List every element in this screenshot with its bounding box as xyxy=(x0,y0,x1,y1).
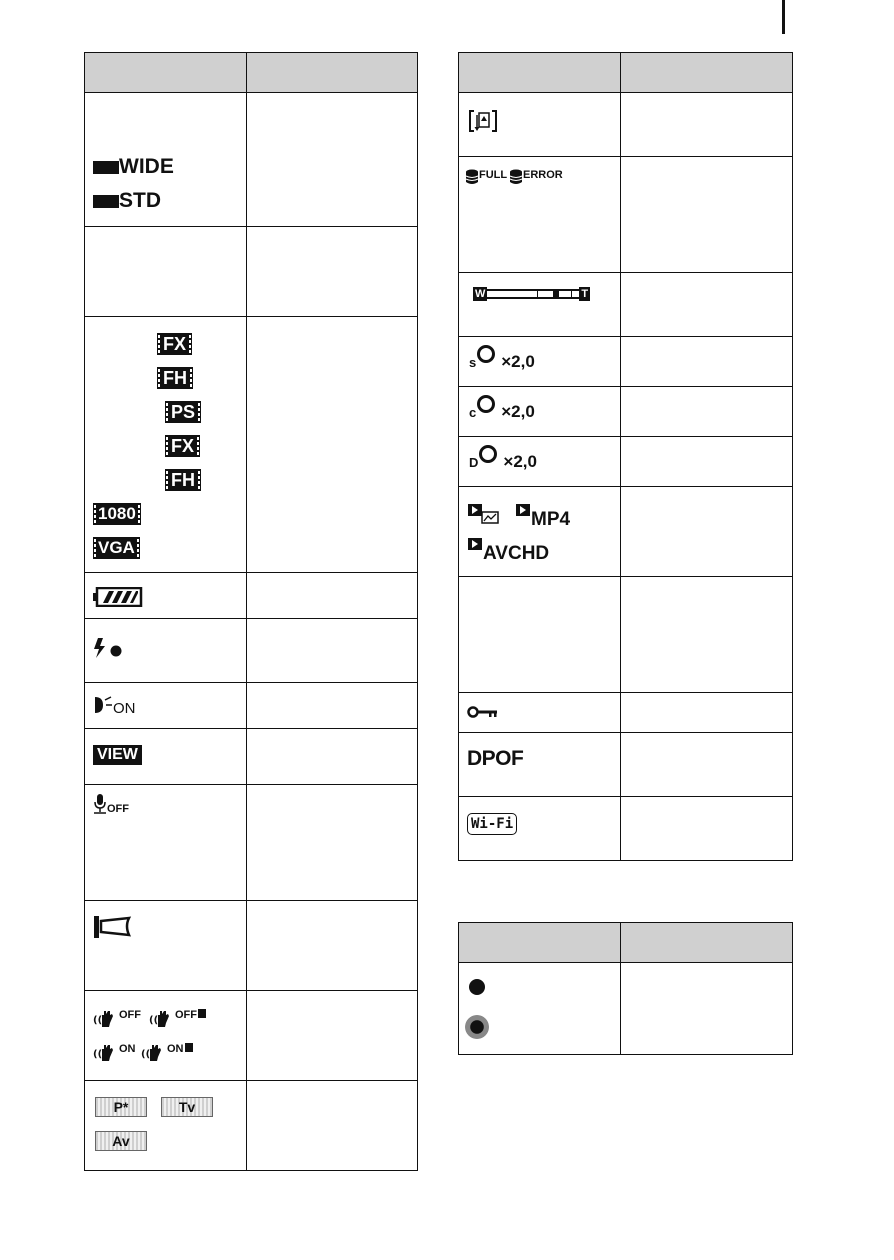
table-row xyxy=(85,785,418,901)
movie-fx-60p-icon: FX xyxy=(165,435,200,457)
right-icon-table xyxy=(458,52,793,861)
play-frame-icon xyxy=(467,537,483,551)
table-row xyxy=(459,337,793,387)
steadyshot-on-warning-icon: (( ON xyxy=(141,1043,193,1063)
warning-icon xyxy=(185,1043,193,1052)
movie-1080-icon: 1080 xyxy=(93,503,141,525)
clear-image-zoom-icon: c ×2,0 xyxy=(469,399,535,422)
svg-text:((: (( xyxy=(149,1015,159,1026)
table-row xyxy=(85,729,418,785)
table-row xyxy=(85,683,418,729)
table-row xyxy=(459,693,793,733)
table-row xyxy=(459,797,793,861)
table-row xyxy=(459,733,793,797)
movie-fh-60i-icon: FH xyxy=(165,469,201,491)
magnifier-icon xyxy=(477,345,495,363)
database-icon xyxy=(465,169,479,185)
svg-text:((: (( xyxy=(141,1049,151,1060)
table-row xyxy=(459,963,793,1055)
movie-fx-icon: FX xyxy=(157,333,192,355)
playback-mp4-icon: MP4 xyxy=(515,503,570,525)
focus-indicator-table xyxy=(458,922,793,1055)
mode-av-icon: Av xyxy=(95,1131,147,1151)
movie-ps-icon: PS xyxy=(165,401,201,423)
database-full-icon: FULL xyxy=(465,169,507,185)
table-row xyxy=(85,1081,418,1171)
microphone-icon xyxy=(93,793,107,815)
panorama-frame-icon xyxy=(93,195,119,208)
focus-dot-icon xyxy=(469,979,485,995)
database-error-icon: ERROR xyxy=(509,169,563,185)
mode-tv-icon: Tv xyxy=(161,1097,213,1117)
table-row xyxy=(459,273,793,337)
table-header-row xyxy=(459,923,793,963)
hand-icon xyxy=(93,1009,119,1029)
af-illuminator-icon: ON xyxy=(93,695,136,717)
table-row xyxy=(85,619,418,683)
magnifier-icon xyxy=(479,445,497,463)
svg-text:((: (( xyxy=(93,1049,103,1060)
playback-still-icon xyxy=(467,503,501,530)
wifi-icon: Wi-Fi xyxy=(467,813,517,835)
hand-icon xyxy=(93,1043,119,1063)
table-row xyxy=(459,387,793,437)
smart-zoom-icon: s ×2,0 xyxy=(469,349,535,372)
table-header-row xyxy=(459,53,793,93)
view-icon: VIEW xyxy=(93,745,142,765)
panorama-std-icon: STD xyxy=(93,189,161,213)
zoom-scale-bar: W T xyxy=(475,288,589,300)
table-row xyxy=(85,227,418,317)
hand-icon xyxy=(141,1043,167,1063)
steadyshot-off-warning-icon: (( OFF xyxy=(149,1009,206,1029)
page-edge-marker xyxy=(782,0,785,34)
database-icon xyxy=(509,169,523,185)
movie-vga-icon: VGA xyxy=(93,537,140,559)
flash-charging-icon xyxy=(93,637,127,659)
table-row xyxy=(85,991,418,1081)
hand-icon xyxy=(149,1009,175,1029)
rotate-icon xyxy=(469,109,497,133)
svg-text:((: (( xyxy=(93,1015,103,1026)
panorama-frame-icon xyxy=(93,161,119,174)
table-row xyxy=(85,317,418,573)
zoom-position-marker xyxy=(553,291,559,297)
magnifier-icon xyxy=(477,395,495,413)
movie-fh-icon: FH xyxy=(157,367,193,389)
table-header-row xyxy=(85,53,418,93)
table-row xyxy=(459,487,793,577)
play-frame-icon xyxy=(467,503,501,525)
tripod-icon xyxy=(93,915,133,939)
mode-p-star-icon: P* xyxy=(95,1097,147,1117)
table-row xyxy=(459,93,793,157)
table-row xyxy=(85,93,418,227)
playback-avchd-icon: AVCHD xyxy=(467,537,549,559)
steadyshot-off-icon: (( OFF xyxy=(93,1009,141,1029)
battery-icon xyxy=(93,587,143,607)
table-row xyxy=(459,437,793,487)
key-icon xyxy=(467,705,499,719)
dpof-icon: DPOF xyxy=(467,747,524,770)
mic-off-icon: OFF xyxy=(93,793,129,815)
table-row xyxy=(85,573,418,619)
table-row xyxy=(459,157,793,273)
table-row xyxy=(459,577,793,693)
play-frame-icon xyxy=(515,503,531,517)
left-icon-table xyxy=(84,52,418,1171)
steadyshot-on-icon: (( ON xyxy=(93,1043,136,1063)
focus-dot-blink-icon xyxy=(465,1015,489,1039)
lamp-icon xyxy=(93,695,113,717)
table-row xyxy=(85,901,418,991)
warning-icon xyxy=(198,1009,206,1018)
digital-zoom-icon: D ×2,0 xyxy=(469,449,537,472)
zoom-track xyxy=(487,289,579,299)
panorama-wide-icon: WIDE xyxy=(93,155,174,179)
